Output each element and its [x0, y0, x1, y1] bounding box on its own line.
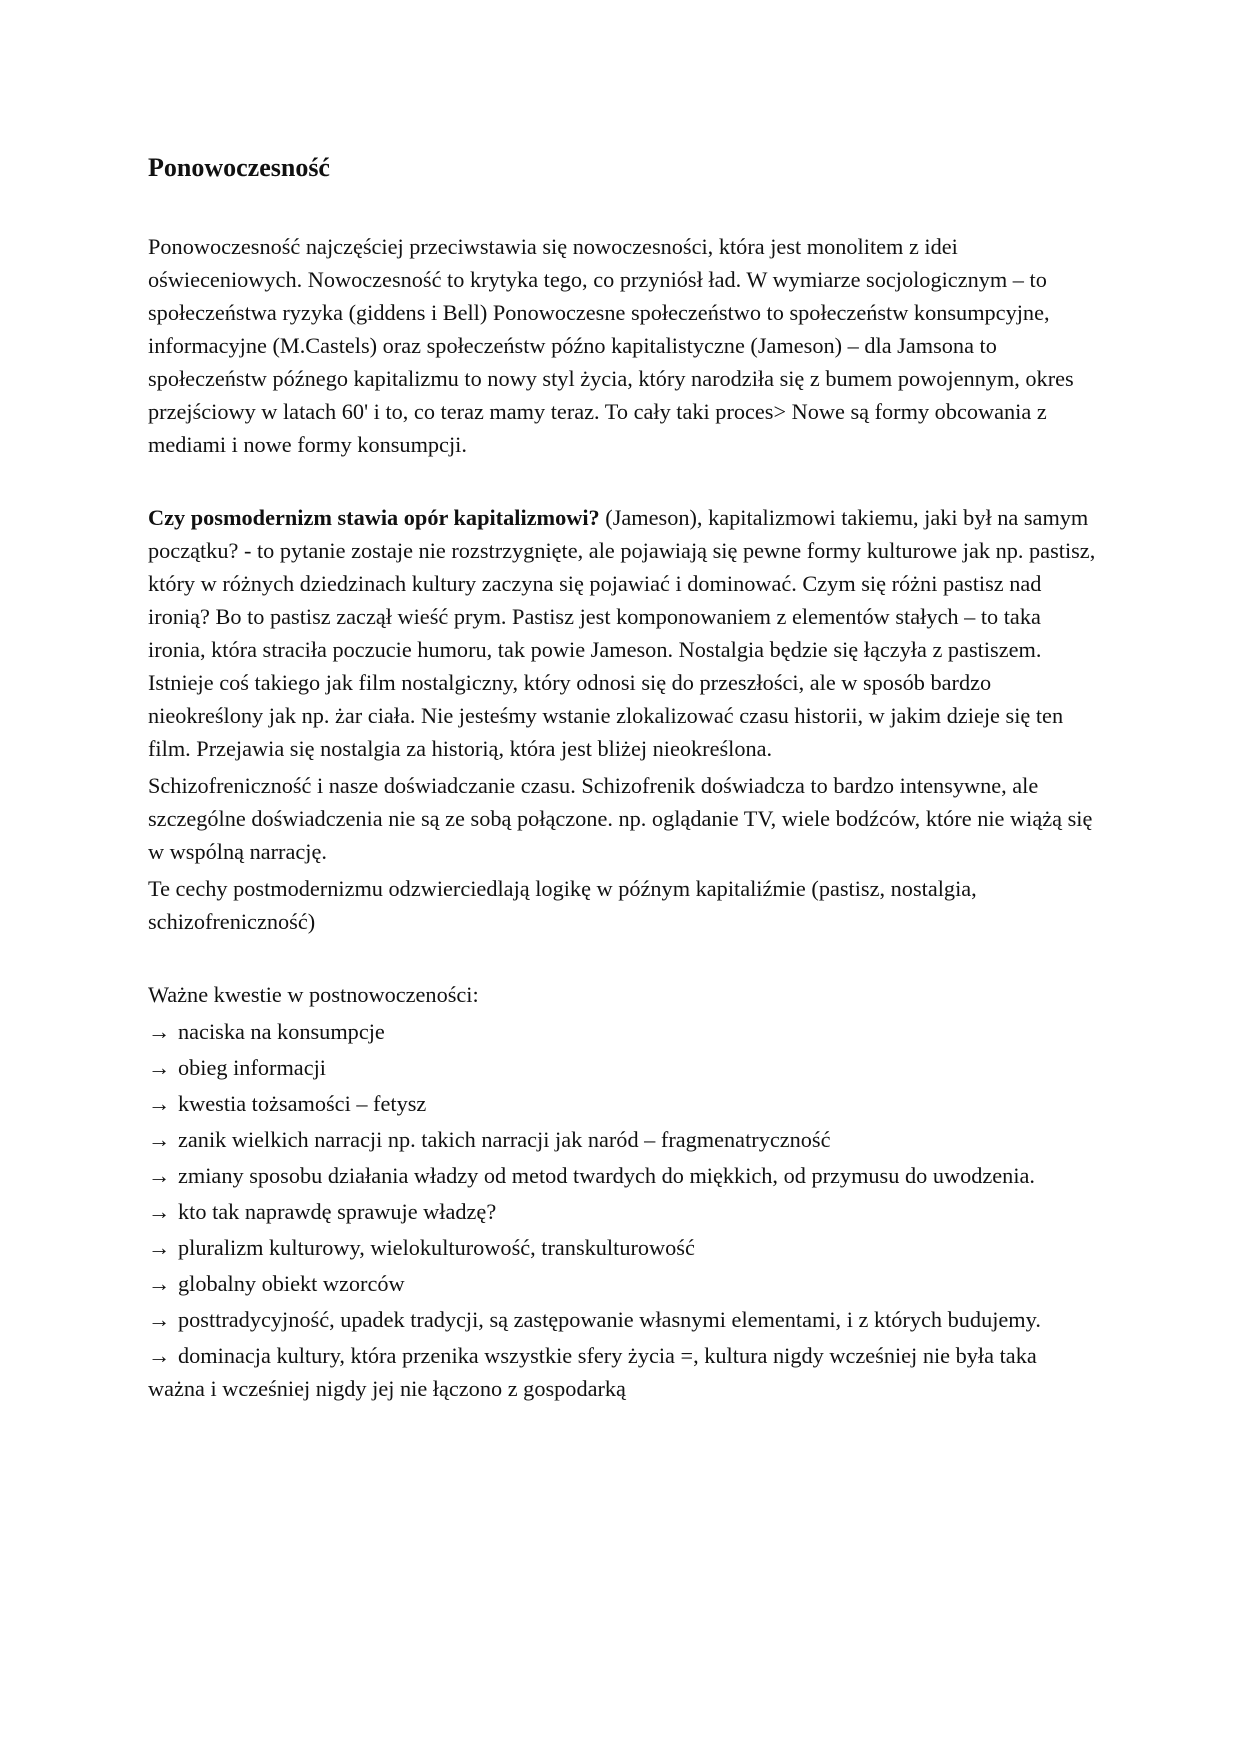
paragraph-jameson-bold-question: Czy posmodernizm stawia opór kapitalizmowi?: [148, 505, 600, 530]
list-item-text: zanik wielkich narracji np. takich narracji jak naród – fragmenatryczność: [178, 1127, 831, 1152]
list-item-text: naciska na konsumpcje: [178, 1019, 385, 1044]
paragraph-schizophrenia: Schizofreniczność i nasze doświadczanie czasu. Schizofrenik doświadcza to bardzo intensywne, ale szczególne doświadczenia nie są ze sobą połączone. np. oglądanie TV, wiele bodźców, które nie wiążą się w wspólną narrację.: [148, 773, 1093, 864]
arrow-icon: →: [148, 1091, 171, 1116]
list-heading: Ważne kwestie w postnowoczeności:: [148, 982, 479, 1007]
list-item: [148, 1159, 1098, 1192]
arrow-icon: →: [148, 1019, 171, 1044]
paragraph-spacer: [148, 938, 1098, 978]
list-item-text: kto tak naprawdę sprawuje władzę?: [178, 1199, 497, 1224]
paragraph-jameson: [148, 501, 1098, 765]
paragraph-features: Te cechy postmodernizmu odzwierciedlają logikę w późnym kapitaliźmie (pastisz, nostalgia, schizofreniczność): [148, 876, 977, 934]
document-title: Ponowoczesność: [148, 153, 330, 182]
arrow-icon: →: [148, 1127, 171, 1152]
list-item-text: zmiany sposobu działania władzy od metod twardych do miękkich, od przymusu do uwodzenia.: [178, 1163, 1035, 1188]
list-item: [148, 1087, 1098, 1120]
arrow-icon: →: [148, 1163, 171, 1188]
arrow-icon: →: [148, 1343, 171, 1368]
list-item-text: obieg informacji: [178, 1055, 326, 1080]
paragraph-jameson-text: (Jameson), kapitalizmowi takiemu, jaki był na samym początku? - to pytanie zostaje nie rozstrzygnięte, ale pojawiają się pewne formy kulturowe jak np. pastisz, który w różnych dziedzinach kultury zaczyna się pojawiać i dominować. Czym się różni pastisz nad ironią? Bo to pastisz zaczął wieść prym. Pastisz jest komponowaniem z elementów stałych – to taka ironia, która straciła poczucie humoru, tak powie Jameson. Nostalgia będzie się łączyła z pastiszem. Istnieje coś takiego jak film nostalgiczny, który odnosi się do przeszłości, ale w sposób bardzo nieokreślony jak np. żar ciała. Nie jesteśmy wstanie zlokalizować czasu historii, w jakim dzieje się ten film. Przejawia się nostalgia za historią, która jest bliżej nieokreślona.: [148, 505, 1096, 761]
list-item-text: globalny obiekt wzorców: [178, 1271, 405, 1296]
paragraph-spacer: [148, 461, 1098, 501]
list-item: [148, 1195, 1098, 1228]
list-item: [148, 1123, 1098, 1156]
arrow-icon: →: [148, 1271, 171, 1296]
list-item-text: posttradycyjność, upadek tradycji, są zastępowanie własnymi elementami, i z których budujemy.: [178, 1307, 1041, 1332]
arrow-icon: →: [148, 1055, 171, 1080]
document-body: [148, 148, 1098, 1408]
list-item-text: dominacja kultury, która przenika wszystkie sfery życia =, kultura nigdy wcześniej nie była taka ważna i wcześniej nigdy jej nie łączono z gospodarką: [148, 1343, 1037, 1401]
list-item: [148, 1303, 1098, 1336]
list-item: [148, 1339, 1098, 1405]
arrow-icon: →: [148, 1235, 171, 1260]
list-item: [148, 1051, 1098, 1084]
list-item: [148, 1015, 1098, 1048]
list-item-text: kwestia tożsamości – fetysz: [178, 1091, 427, 1116]
paragraph-intro: Ponowoczesność najczęściej przeciwstawia się nowoczesności, która jest monolitem z idei oświeceniowych. Nowoczesność to krytyka tego, co przyniósł ład. W wymiarze socjologicznym – to społeczeństwa ryzyka (giddens i Bell) Ponowoczesne społeczeństwo to społeczeństw konsumpcyjne, informacyjne (M.Castels) oraz społeczeństw późno kapitalistyczne (Jameson) – dla Jamsona to społeczeństw późnego kapitalizmu to nowy styl życia, który narodziła się z bumem powojennym, okres przejściowy w latach 60' i to, co teraz mamy teraz. To cały taki proces> Nowe są formy obcowania z mediami i nowe formy konsumpcji.: [148, 234, 1074, 457]
arrow-icon: →: [148, 1199, 171, 1224]
list-item-text: pluralizm kulturowy, wielokulturowość, transkulturowość: [178, 1235, 695, 1260]
list-item: [148, 1231, 1098, 1264]
issues-list: [148, 1015, 1098, 1405]
list-item: [148, 1267, 1098, 1300]
arrow-icon: →: [148, 1307, 171, 1332]
